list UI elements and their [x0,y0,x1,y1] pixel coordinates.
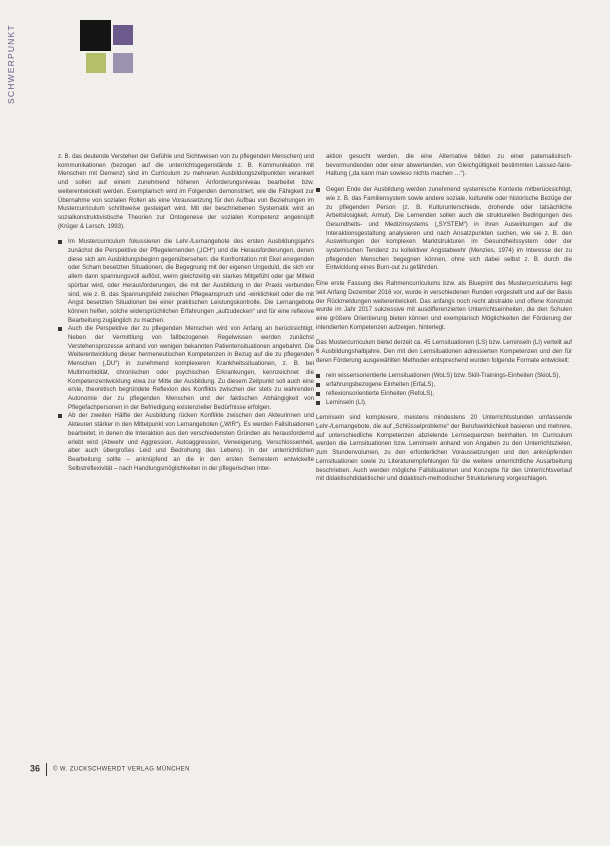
list-item: rein wissensorientierte Lernsituationen (WoLS) bzw. Skill-Trainings-Einheiten (SkioLS), [316,372,572,381]
publisher-line: © W. ZUCKSCHWERDT VERLAG MÜNCHEN [53,766,190,773]
left-paragraph-1: z. B. das deutende Verstehen der Gefühle und Sichtweisen von zu pflegenden Menschen) und kommunikationen (bezogen auf die unterrichtsgegenstände z. B. Kommunikation mit Menschen mit Demenz) sind im Curriculum zu mehreren Ausbildungszeitpunkten verankert und sollen auf einem zunehmend höheren Anforderungsniveau bearbeitet bzw. weiterentwickelt werden. Exemplarisch wird im Folgenden demonstriert, wie die Fähigkeit zur Übernahme von sozialen Rollen als eine Voraussetzung für den Aufbau von Beziehungen im Mustercurriculum schrittweise gesteigert wird. Mit der beschriebenen Systematik wird an sozialkonstruktivistische Theorien zur Ontogenese der sozialen Kompetenz angeknüpft (Krüger & Lersch, 1993). [58,153,314,230]
right-column [316,153,572,491]
list-item: Gegen Ende der Ausbildung werden zunehmend systemische Kontexte mitberücksichtigt, wie z. B. das Familiensystem sowie andere soziale, kulturelle oder historische Bezüge der zu pflegenden Person (z. B. Kulturunterschiede, drohende oder tatsächliche Arbeitslosigkeit, Armut). Die Lernenden sollen auch die strukturellen Bedingungen des Gesundheits- und Medizinsystems („SYSTEM“) in ihren Auswirkungen auf die Interaktionsgestaltung analysieren und nach Ansatzpunkten suchen, wie sie z. B. den Auswirkungen der komplexen Marktstrukturen im Gesundheitssystem oder der systemischen Tendenz zu kollektiver Angstabwehr (Menzies, 1974) im Interesse der zu pflegenden Menschen begegnen können, ohne sich dabei selbst z. B. durch die Entwicklung eines Burn-out zu gefährden. [316,186,572,273]
list-item: Auch die Perspektive der zu pflegenden Menschen wird von Anfang an berücksichtigt. Neben der Vermittlung von fallbezogenen Regelwissen werden zunächst Verstehensprozesse anhand von wenigen bekannten Patientensituationen angebahnt. Die Weiterentwicklung dieser hermeneutischen Kompetenzen in Bezug auf die zu pflegenden Menschen („DU“) in zunehmend komplexeren Krankheitssituationen, z. B. bei Multimorbidität, chronischen oder psychischen Erkrankungen, kennzeichnet die Kompetenzentwicklung etwa zur Mitte der Ausbildung. Zu diesem Zeitpunkt soll auch eine erste, theoretisch begründete Reflexion des Konflikts zwischen der stets zu wahrenden Autonomie der zu pflegenden Menschen und der faktischen Abhängigkeit von Pflegefachpersonen in der Befriedigung existenzieller Bedürfnisse erfolgen. [58,325,314,412]
right-paragraph-2: Eine erste Fassung des Rahmencurriculums bzw. als Blueprint des Mustercurriculums liegt seit Anfang Dezember 2016 vor, wurde in verschiedenen Runden vorgestellt und auf der Basis der Rückmeldungen weiterentwickelt. Das anfangs noch recht abstrakte und offene Konstrukt wurde im Jahr 2017 sukzessive mit ausdifferenzierten Unterrichtseinheiten, die den Schulen eine größere Orientierung bieten können und exemplarisch Möglichkeiten der Förderung der intendierten Kompetenzen aufzeigen, hinterlegt. [316,280,572,331]
list-item: Ab der zweiten Hälfte der Ausbildung rücken Konflikte zwischen den Akteurinnen und Akteuren stärker in den Mittelpunkt von Lernangeboten („WIR“). Es werden Fallsituationen bearbeitet, in denen die Interaktion aus den verschiedensten Gründen als herausfordernd erlebt wird (Abwehr und Aggression, Autoaggression, Verweigerung, Verschlossenheit, aber auch übergroßes Leid und Bedrohung des Lebens). In der unterrichtlichen Bearbeitung sollte – anknüpfend an die in den ersten Semestern entwickelte Selbstreflexivität – nach Handlungsmöglichkeiten in der pflegerischen Inter- [58,412,314,473]
right-paragraph-3: Das Mustercurriculum bietet derzeit ca. 45 Lernsituationen (LS) bzw. Lerninseln (LI) verteilt auf 6 Ausbildungshalbjahre. Den mit den Lernsituationen adressierten Kompetenzen und den für deren Förderung ausgewählten Methoden entsprechend wurden folgende Formate entwickelt: [316,339,572,364]
left-bullet-list [58,238,314,473]
left-column [58,153,314,480]
header-square-purple [113,25,133,45]
list-item: reflexionsorientierte Einheiten (RefoLS), [316,390,572,399]
format-list [316,372,572,407]
header-square-lavender [113,53,133,73]
header-square-black [80,20,111,51]
section-label: SCHWERPUNKT [6,24,16,104]
list-item: Im Mustercurriculum fokussieren die Lehr-/Lernangebote des ersten Ausbildungsjahrs zunächst die Perspektive der Pflegelernenden („ICH“) und die Herausforderungen, denen diese sich am Ausbildungsbeginn gegenübersehen: die Konfrontation mit Ekel erregenden oder Scham besetzten Situationen, die Begegnung mit der eigenen Ungeduld, die sich vor allem dann spannungsvoll auflöst, wenn gleichzeitig ein starkes Mitgefühl oder gar Mitleid spürbar wird, oder Herausforderungen, die mit der Ausbildung in der Praxis verbunden sind, wie z. B. das Spannungsfeld zwischen Pflegeanspruch und -wirklichkeit oder die mit Angst besetzten Situationen bei einer praktischen Leistungskontrolle. Die Lernangebote können helfen, solche widersprüchlichen Erfahrungen „aufzudecken“ und für eine reflexive Bearbeitung zugänglich zu machen. [58,238,314,325]
header-square-green [86,53,106,73]
page-number: 36 [30,763,41,774]
footer-divider [46,763,47,776]
right-paragraph-4: Lerninseln sind komplexere, meistens mindestens 20 Unterrichtsstunden umfassende Lehr-/Lernangebote, die auf „Schlüsselprobleme“ der Berufswirklichkeit basieren und mehrere, auf unterschiedliche Kompetenzen abzielende Lernsequenzen beinhalten. Im Curriculum werden die Lernsituationen bzw. Lerninseln anhand von Angaben zu den Unterrichtszielen, zum Stundenvolumen, zu den erforderlichen Voraussetzungen und den anknüpfenden Lernsituationen sowie zu Literaturempfehlungen für die weitere unterrichtliche Ausarbeitung beschrieben. Auch werden mögliche Fallsituationen und Konzepte für den Unterrichtsverlauf mit didaktischdidaktischer und didaktisch-methodischer Strukturierung vorgeschlagen. [316,414,572,483]
right-bullet-list [316,186,572,273]
list-item: Lerninseln (LI). [316,399,572,408]
list-item: erfahrungsbezogene Einheiten (ErfaLS), [316,381,572,390]
right-paragraph-1: aktion gesucht werden, die eine Alternative bilden zu einer paternalistisch-bevormundenden oder einer abwertenden, von Gleichgültigkeit bestimmten Laissez-faire-Haltung („da kann man sowieso nichts machen …“). [326,153,572,178]
page-footer [30,763,190,776]
